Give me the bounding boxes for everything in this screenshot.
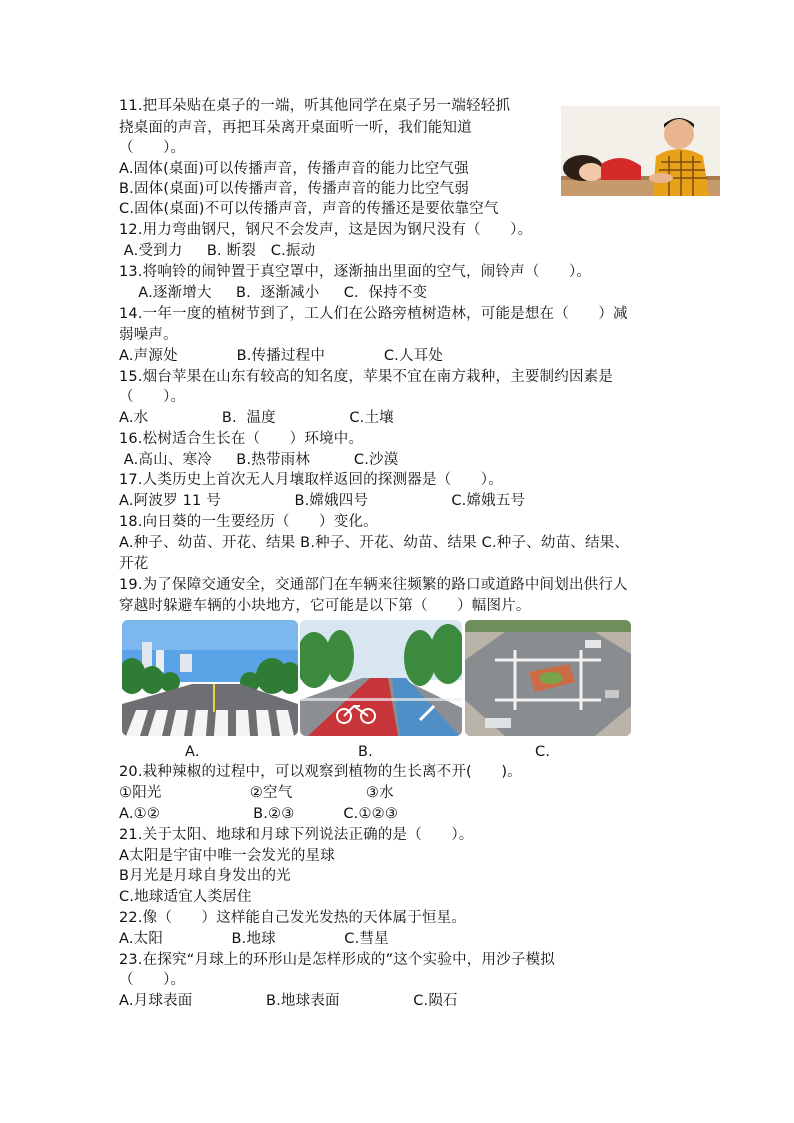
q23-line1: 23.在探究“月球上的环形山是怎样形成的”这个实验中，用沙子模拟 [119,952,555,968]
q21-option-a: A太阳是宇宙中唯一会发光的星球 [119,848,335,864]
q21-option-b: B月光是月球自身发出的光 [119,868,291,884]
q17-line1: 17.人类历史上首次无人月壤取样返回的探测器是（ ）。 [119,472,503,488]
students-photo [561,106,720,196]
q18-options: A.种子、幼苗、开花、结果 B.种子、开花、幼苗、结果 C.种子、幼苗、结果、 [119,535,630,551]
q20-options: A.①② B.②③ C.①②③ [119,806,399,822]
q18-line1: 18.向日葵的一生要经历（ ）变化。 [119,514,378,530]
road-image-b [300,620,462,736]
q23-line2: （ ）。 [119,972,186,988]
q19-line1: 19.为了保障交通安全，交通部门在车辆来往频繁的路口或道路中间划出供行人 [119,577,628,593]
q22-line1: 22.像（ ）这样能自己发光发热的天体属于恒星。 [119,910,467,926]
q21-line1: 21.关于太阳、地球和月球下列说法正确的是（ ）。 [119,827,474,843]
q11-option-a: A.固体(桌面)可以传播声音，传播声音的能力比空气强 [119,161,469,177]
q11-option-b: B.固体(桌面)可以传播声音，传播声音的能力比空气弱 [119,181,470,197]
q20-line1: 20.栽种辣椒的过程中，可以观察到植物的生长离不开( )。 [119,764,522,780]
q15-line1: 15.烟台苹果在山东有较高的知名度，苹果不宜在南方栽种，主要制约因素是 [119,369,614,385]
q16-line1: 16.松树适合生长在（ ）环境中。 [119,431,364,447]
q20-line2: ①阳光 ②空气 ③水 [119,785,394,801]
q19-label-a: A. [185,744,200,760]
q19-line2: 穿越时躲避车辆的小块地方，它可能是以下第（ ）幅图片。 [119,598,531,614]
q23-options: A.月球表面 B.地球表面 C.陨石 [119,993,458,1009]
q16-options: A.高山、寒冷 B.热带雨林 C.沙漠 [119,452,399,468]
q13-options: A.逐渐增大 B. 逐渐减小 C. 保持不变 [119,285,428,301]
q14-options: A.声源处 B.传播过程中 C.人耳处 [119,348,444,364]
q19-label-c: C. [535,744,551,760]
q11-line2: 挠桌面的声音，再把耳朵离开桌面听一听，我们能知道 [119,120,472,136]
q15-line2: （ ）。 [119,389,186,405]
q11-option-c: C.固体(桌面)不可以传播声音，声音的传播还是要依靠空气 [119,201,499,217]
q14-line1: 14.一年一度的植树节到了，工人们在公路旁植树造林，可能是想在（ ）减 [119,306,628,322]
road-image-c [465,620,631,736]
q19-label-b: B. [358,744,373,760]
q22-options: A.太阳 B.地球 C.彗星 [119,931,389,947]
q21-option-c: C.地球适宜人类居住 [119,889,252,905]
q12-options: A.受到力 B. 断裂 C.振动 [119,243,316,259]
road-image-a [122,620,298,736]
q11-line3: （ ）。 [119,140,186,156]
q15-options: A.水 B. 温度 C.土壤 [119,410,394,426]
q12-line1: 12.用力弯曲钢尺，钢尺不会发声，这是因为钢尺没有（ ）。 [119,222,533,238]
q11-line1: 11.把耳朵贴在桌子的一端，听其他同学在桌子另一端轻轻抓 [119,98,511,114]
q17-options: A.阿波罗 11 号 B.嫦娥四号 C.嫦娥五号 [119,493,526,509]
q14-line2: 弱噪声。 [119,327,178,343]
q18-options-cont: 开花 [119,556,149,572]
q13-line1: 13.将响铃的闹钟置于真空罩中，逐渐抽出里面的空气，闹铃声（ ）。 [119,264,592,280]
